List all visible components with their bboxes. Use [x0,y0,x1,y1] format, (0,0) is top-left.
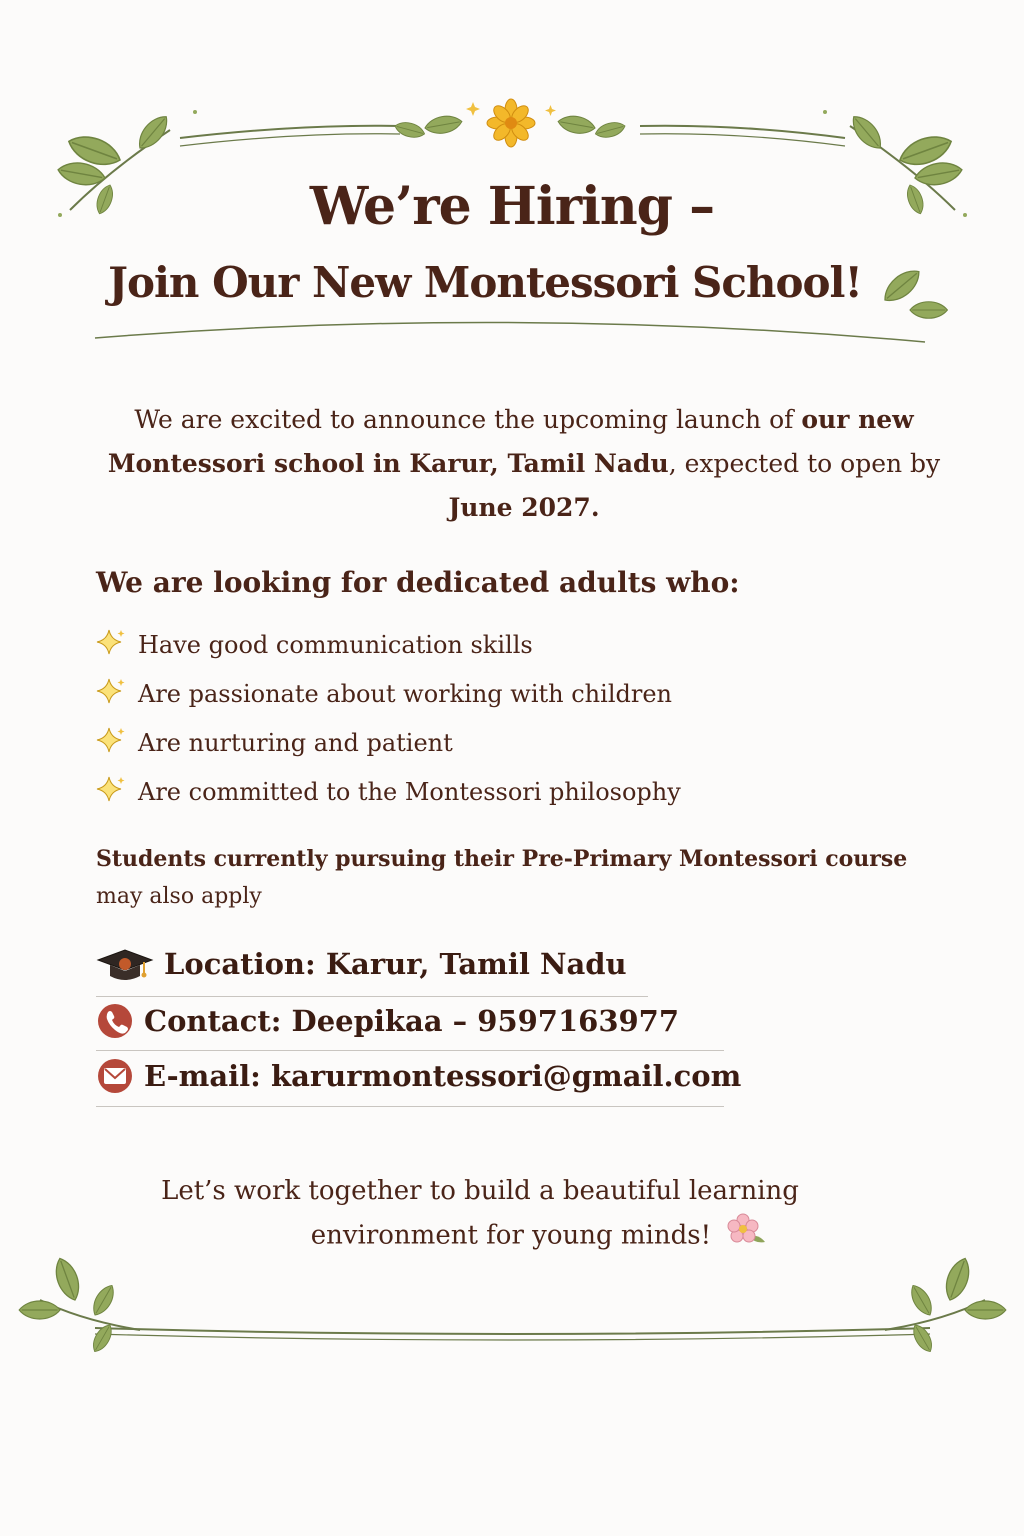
divider [96,996,648,997]
sparkle-icon [96,627,130,663]
requirement-text: Are committed to the Montessori philosophy [138,777,681,806]
list-item [96,718,916,767]
list-item [96,669,916,718]
title-underline [95,322,925,342]
page-title-line-1: We’re Hiring – [309,176,715,237]
phone-text[interactable]: Contact: Deepikaa – 9597163977 [144,1004,680,1038]
students-note-regular: may also apply [96,884,262,909]
requirement-text: Are passionate about working with children [138,679,672,708]
location-row [96,944,627,984]
flower-icon [466,99,556,147]
requirement-text: Are nurturing and patient [138,728,453,757]
requirements-list [96,620,916,816]
intro-text-1: We are excited to announce the upcoming launch of [134,405,802,434]
divider [96,1106,724,1107]
list-item [96,620,916,669]
phone-row [96,1002,679,1040]
closing-line-2-wrapper [100,1212,860,1261]
students-note [96,840,916,916]
closing-message [100,1170,860,1261]
intro-text-bold-1: our new Montessori school in Karur, Tamil Nadu [107,405,914,478]
graduation-cap-icon [96,944,154,984]
intro-text-2: , expected to open by [668,449,941,478]
intro-text-bold-2: June 2027. [448,493,600,522]
intro-paragraph [92,398,956,530]
email-row [96,1057,741,1095]
closing-line-2: environment for young minds! [310,1220,712,1251]
divider [96,1050,724,1051]
location-text: Location: Karur, Tamil Nadu [164,947,627,981]
blossom-icon [725,1212,769,1261]
bottom-vine [19,1255,1006,1355]
requirements-heading: We are looking for dedicated adults who: [96,566,740,599]
requirement-text: Have good communication skills [138,630,533,659]
page-title-line-2: Join Our New Montessori School! [108,258,862,307]
sparkle-icon [96,725,130,761]
students-note-bold: Students currently pursuing their Pre-Primary Montessori course [96,846,908,872]
closing-line-1: Let’s work together to build a beautiful learning [161,1176,799,1206]
phone-icon [96,1002,134,1040]
envelope-icon [96,1057,134,1095]
list-item [96,767,916,816]
sparkle-icon [96,774,130,810]
sparkle-icon [96,676,130,712]
email-text[interactable]: E-mail: karurmontessori@gmail.com [144,1059,742,1093]
